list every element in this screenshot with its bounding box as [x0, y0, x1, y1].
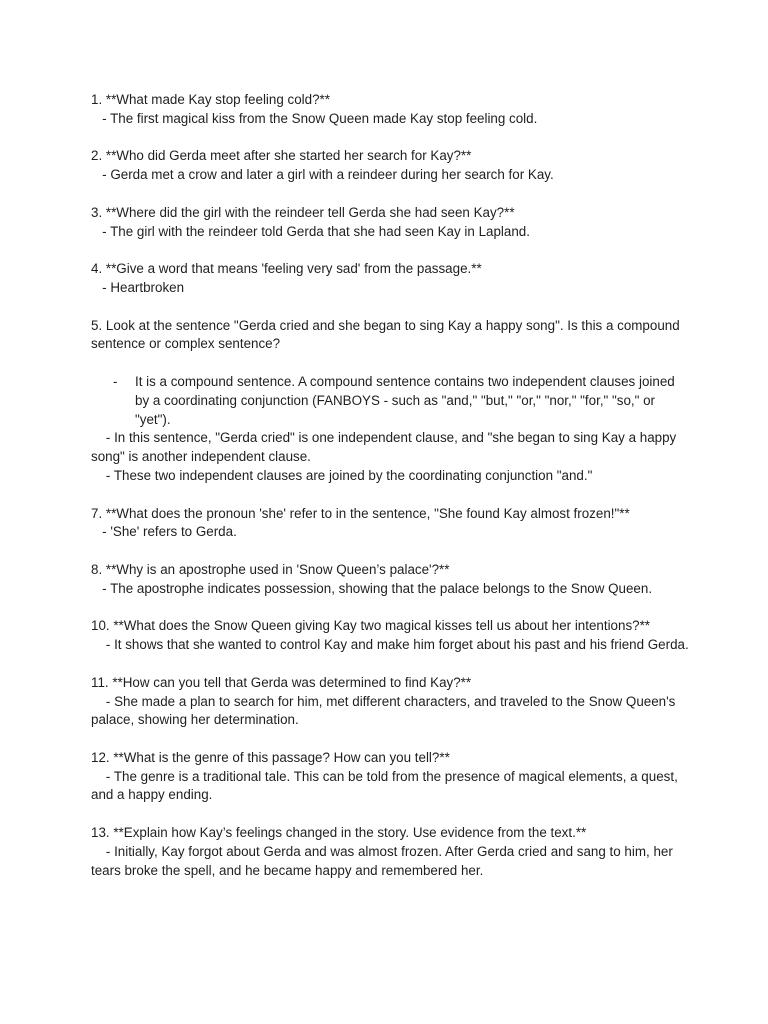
answer-text: - These two independent clauses are joined by the coordinating conjunction "and." [91, 467, 593, 483]
question-text: 2. **Who did Gerda meet after she started her search for Kay?** [91, 148, 472, 164]
qa-item-4 [91, 260, 691, 298]
answer-text: - Gerda met a crow and later a girl with a reindeer during her search for Kay. [91, 167, 554, 183]
qa-item-5 [91, 317, 691, 486]
question-text: 1. **What made Kay stop feeling cold?** [91, 92, 330, 107]
question-text: 3. **Where did the girl with the reindeer tell Gerda she had seen Kay?** [91, 204, 515, 220]
document-body [91, 91, 691, 899]
qa-item-1 [91, 91, 691, 129]
qa-item-13 [91, 824, 691, 880]
answer-continuation [91, 429, 691, 485]
question-text: 5. Look at the sentence "Gerda cried and she began to sing Kay a happy song". Is this a compound sentence or complex sentence? [91, 317, 684, 352]
question-text: 12. **What is the genre of this passage? How can you tell?** [91, 749, 450, 765]
question-text: 13. **Explain how Kay’s feelings changed in the story. Use evidence from the text.** [91, 825, 587, 841]
answer-text: - She made a plan to search for him, met different characters, and traveled to the Snow Queen's palace, showing her determination. [91, 693, 680, 728]
question-text: 11. **How can you tell that Gerda was determined to find Kay?** [91, 674, 472, 690]
bullet-dash: - [113, 373, 118, 389]
answer-text: - The genre is a traditional tale. This can be told from the presence of magical elements, a quest, and a happy ending. [91, 768, 682, 803]
qa-item-7 [91, 505, 691, 543]
answer-text: - In this sentence, "Gerda cried" is one independent clause, and "she began to sing Kay a happy song" is another independent clause. [91, 430, 680, 465]
answer-text: - Heartbroken [91, 279, 185, 295]
qa-item-3 [91, 204, 691, 242]
qa-item-8 [91, 561, 691, 599]
question-text: 7. **What does the pronoun 'she' refer to in the sentence, "She found Kay almost frozen!"** [91, 505, 630, 521]
question-text: 10. **What does the Snow Queen giving Kay two magical kisses tell us about her intentions?** [91, 618, 651, 634]
answer-text: - The girl with the reindeer told Gerda that she had seen Kay in Lapland. [91, 223, 530, 239]
question-text: 4. **Give a word that means 'feeling very sad' from the passage.** [91, 261, 482, 277]
answer-text: - The apostrophe indicates possession, showing that the palace belongs to the Snow Queen. [91, 580, 653, 596]
answer-text: - It shows that she wanted to control Kay and make him forget about his past and his friend Gerda. [91, 637, 689, 653]
answer-text: - The first magical kiss from the Snow Queen made Kay stop feeling cold. [91, 110, 538, 126]
answer-text: - 'She' refers to Gerda. [91, 524, 237, 540]
qa-item-11 [91, 674, 691, 730]
answer-text: It is a compound sentence. A compound sentence contains two independent clauses joined by a coordinating conjunction (FANBOYS - such as "and," "but," "or," "nor," "for," "so," or "yet"). [135, 373, 679, 427]
qa-item-2 [91, 147, 691, 185]
answer-text: - Initially, Kay forgot about Gerda and was almost frozen. After Gerda cried and sang to him, her tears broke the spell, and he became happy and remembered her. [91, 843, 677, 878]
question-text: 8. **Why is an apostrophe used in 'Snow Queen’s palace'?** [91, 561, 450, 577]
qa-item-12 [91, 749, 691, 805]
qa-item-10 [91, 617, 691, 655]
bullet-item [91, 373, 691, 429]
